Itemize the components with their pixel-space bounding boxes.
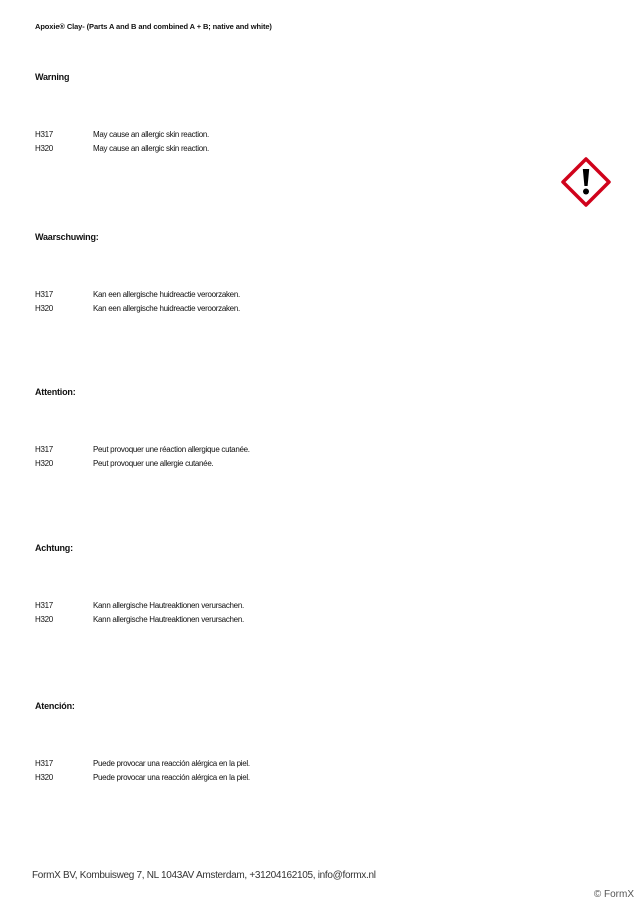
hazard-statements-list <box>35 445 250 473</box>
hazard-text: Peut provoquer une allergie cutanée. <box>93 459 214 468</box>
hazard-statement-row <box>35 773 250 787</box>
hazard-text: Kan een allergische huidreactie veroorzaken. <box>93 290 240 299</box>
hazard-section-english <box>35 72 555 153</box>
hazard-text: Puede provocar una reacción alérgica en la piel. <box>93 759 250 768</box>
hazard-code: H317 <box>35 290 53 299</box>
hazard-statement-row <box>35 759 250 773</box>
hazard-code: H317 <box>35 130 53 139</box>
footer-company-address: FormX BV, Kombuisweg 7, NL 1043AV Amsterdam, +31204162105, info@formx.nl <box>32 870 376 881</box>
signal-word-heading: Attention: <box>35 387 76 397</box>
hazard-code: H320 <box>35 459 53 468</box>
hazard-text: Puede provocar una reacción alérgica en la piel. <box>93 773 250 782</box>
hazard-text: Kan een allergische huidreactie veroorzaken. <box>93 304 240 313</box>
hazard-code: H320 <box>35 304 53 313</box>
hazard-statement-row <box>35 130 209 144</box>
hazard-statements-list <box>35 601 244 629</box>
ghs-exclamation-mark-icon <box>560 156 612 208</box>
hazard-text: Kann allergische Hautreaktionen verursachen. <box>93 615 244 624</box>
hazard-code: H317 <box>35 759 53 768</box>
hazard-statements-list <box>35 130 209 158</box>
hazard-section-german <box>35 543 555 624</box>
signal-word-heading: Waarschuwing: <box>35 232 99 242</box>
pictogram-exclamation-dot <box>583 189 589 195</box>
hazard-statement-row <box>35 615 244 629</box>
hazard-section-dutch <box>35 232 555 313</box>
signal-word-heading: Atención: <box>35 701 75 711</box>
signal-word-heading: Achtung: <box>35 543 73 553</box>
hazard-code: H317 <box>35 601 53 610</box>
hazard-statements-list <box>35 759 250 787</box>
hazard-section-french <box>35 387 555 468</box>
hazard-statement-row <box>35 304 240 318</box>
hazard-statement-row <box>35 144 209 158</box>
hazard-text: Kann allergische Hautreaktionen verursachen. <box>93 601 244 610</box>
hazard-statements-list <box>35 290 240 318</box>
hazard-code: H320 <box>35 615 53 624</box>
signal-word-heading: Warning <box>35 72 70 82</box>
hazard-text: May cause an allergic skin reaction. <box>93 144 209 153</box>
hazard-statement-row <box>35 290 240 304</box>
document-title: Apoxie® Clay- (Parts A and B and combined A + B; native and white) <box>35 22 272 31</box>
hazard-text: Peut provoquer une réaction allergique cutanée. <box>93 445 250 454</box>
hazard-code: H320 <box>35 144 53 153</box>
hazard-code: H320 <box>35 773 53 782</box>
hazard-statement-row <box>35 445 250 459</box>
footer-copyright: © FormX <box>593 889 634 900</box>
hazard-statement-row <box>35 459 250 473</box>
hazard-code: H317 <box>35 445 53 454</box>
hazard-statement-row <box>35 601 244 615</box>
hazard-section-spanish <box>35 701 555 782</box>
hazard-text: May cause an allergic skin reaction. <box>93 130 209 139</box>
